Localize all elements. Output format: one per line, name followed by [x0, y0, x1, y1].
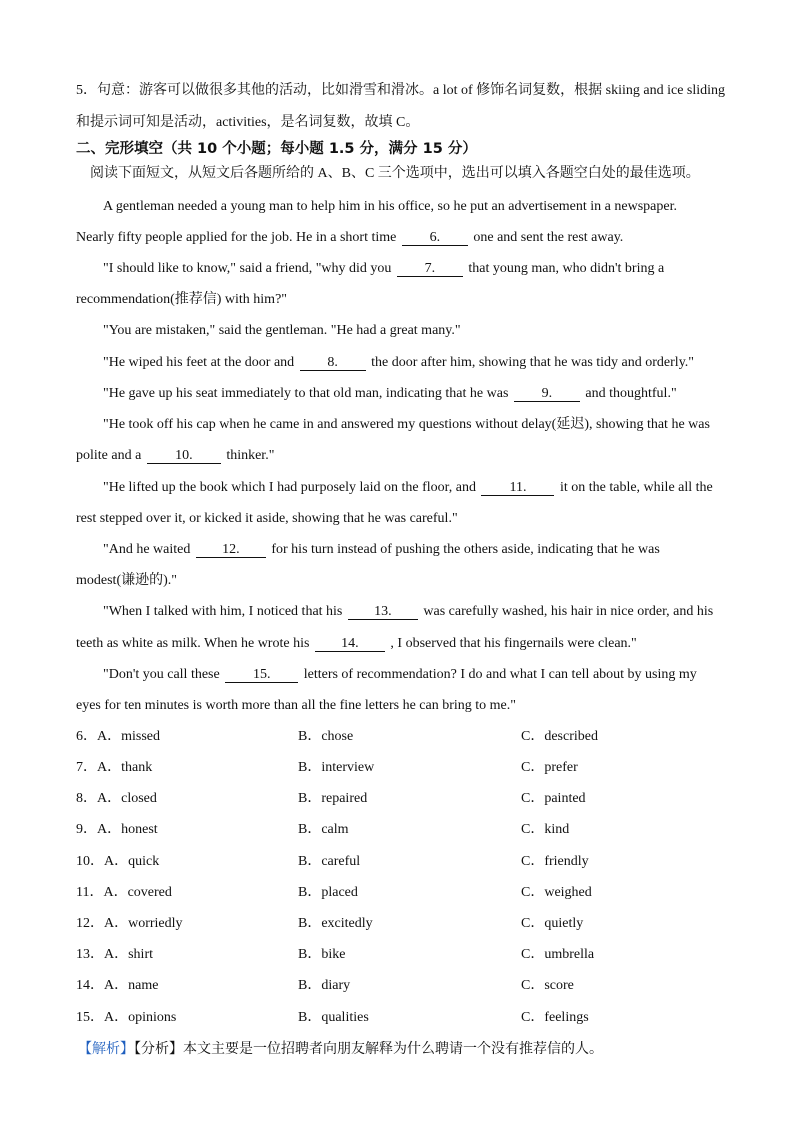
option-b: B．careful [298, 854, 361, 869]
option-c: C．friendly [521, 854, 589, 869]
passage-text: "He gave up his seat immediately to that old man, indicating that he was [103, 386, 509, 401]
passage-text: "Don't you call these [103, 667, 220, 682]
option-c: C．described [521, 729, 598, 744]
blank-7: 7. [397, 261, 463, 277]
passage-line [103, 354, 746, 372]
passage-line [76, 229, 746, 247]
blank-15: 15. [225, 667, 298, 683]
passage-line: A gentleman needed a young man to help him in his office, so he put an advertisement in a newspaper. [103, 199, 677, 214]
blank-14: 14. [315, 636, 385, 652]
option-a: 14．A．name [76, 978, 159, 993]
blank-10: 10. [147, 448, 221, 464]
passage-line: rest stepped over it, or kicked it aside, showing that he was careful." [76, 511, 458, 526]
passage-line [76, 447, 746, 465]
option-a: 13．A．shirt [76, 947, 153, 962]
passage-line [103, 260, 746, 278]
passage-line [103, 385, 746, 403]
passage-text: "I should like to know," said a friend, "why did you [103, 261, 392, 276]
blank-12: 12. [196, 542, 266, 558]
option-c: C．kind [521, 822, 570, 837]
option-b: B．qualities [298, 1010, 369, 1025]
option-c: C．painted [521, 791, 586, 806]
option-b: B．chose [298, 729, 354, 744]
option-a: 7．A．thank [76, 760, 153, 775]
passage-text: letters of recommendation? I do and what I can tell about by using my [303, 667, 697, 682]
option-a: 6．A．missed [76, 729, 160, 744]
passage-text: the door after him, showing that he was tidy and orderly." [371, 355, 694, 370]
option-a: 8．A．closed [76, 791, 157, 806]
passage-text: thinker." [226, 448, 275, 463]
option-a: 10．A．quick [76, 854, 160, 869]
passage-text: and thoughtful." [585, 386, 677, 401]
option-a: 11．A．covered [76, 885, 172, 900]
option-b: B．calm [298, 822, 349, 837]
passage-line: modest(谦逊的)." [76, 573, 177, 588]
passage-text: "He lifted up the book which I had purposely laid on the floor, and [103, 480, 476, 495]
option-c: C．weighed [521, 885, 592, 900]
option-b: B．placed [298, 885, 358, 900]
option-c: C．prefer [521, 760, 578, 775]
passage-text: polite and a [76, 448, 142, 463]
blank-8: 8. [300, 355, 366, 371]
option-a: 15．A．opinions [76, 1010, 177, 1025]
passage-text: "He wiped his feet at the door and [103, 355, 295, 370]
passage-text: one and sent the rest away. [473, 230, 624, 245]
passage-text: for his turn instead of pushing the others aside, indicating that he was [271, 542, 660, 557]
analysis-summary: 【分析】本文主要是一位招聘者向朋友解释为什么聘请一个没有推荐信的人。 [134, 1042, 603, 1057]
passage-line [103, 479, 746, 497]
passage-line: eyes for ten minutes is worth more than all the fine letters he can bring to me." [76, 698, 516, 713]
option-b: B．repaired [298, 791, 368, 806]
section-instruction: 阅读下面短文，从短文后各题所给的 A、B、C 三个选项中，选出可以填入各题空白处的最佳选项。 [90, 166, 700, 181]
passage-line: recommendation(推荐信) with him?" [76, 292, 287, 307]
option-b: B．diary [298, 978, 351, 993]
option-b: B．excitedly [298, 916, 373, 931]
passage-line: "He took off his cap when he came in and answered my questions without delay(延迟), showing that he was [103, 417, 710, 432]
option-c: C．feelings [521, 1010, 589, 1025]
option-b: B．bike [298, 947, 346, 962]
passage-text: teeth as white as milk. When he wrote his [76, 636, 310, 651]
option-c: C．score [521, 978, 574, 993]
section-title: 二、完形填空（共 10 个小题；每小题 1.5 分，满分 15 分） [76, 141, 477, 157]
analysis-tag: 【解析】 [78, 1042, 134, 1057]
option-a: 12．A．worriedly [76, 916, 183, 931]
passage-text: that young man, who didn't bring a [468, 261, 665, 276]
blank-11: 11. [481, 480, 554, 496]
passage-line [103, 603, 746, 621]
passage-text: it on the table, while all the [559, 480, 713, 495]
passage-text: , I observed that his fingernails were clean." [390, 636, 637, 651]
blank-13: 13. [348, 604, 418, 620]
analysis-footer [78, 1041, 746, 1059]
blank-6: 6. [402, 230, 468, 246]
passage-line [76, 635, 746, 653]
option-a: 9．A．honest [76, 822, 158, 837]
analysis-line: 5．句意：游客可以做很多其他的活动，比如滑雪和滑冰。a lot of 修饰名词复数，根据 skiing and ice sliding [76, 83, 726, 98]
passage-text: Nearly fifty people applied for the job. He in a short time [76, 230, 397, 245]
option-c: C．umbrella [521, 947, 595, 962]
passage-text: was carefully washed, his hair in nice order, and his [423, 604, 714, 619]
option-c: C．quietly [521, 916, 584, 931]
blank-9: 9. [514, 386, 580, 402]
passage-text: "When I talked with him, I noticed that his [103, 604, 343, 619]
passage-line: "You are mistaken," said the gentleman. "He had a great many." [103, 323, 461, 338]
option-b: B．interview [298, 760, 375, 775]
passage-line [103, 541, 746, 559]
analysis-line: 和提示词可知是活动，activities，是名词复数，故填 C。 [76, 115, 420, 130]
passage-line [103, 666, 746, 684]
passage-text: "And he waited [103, 542, 191, 557]
